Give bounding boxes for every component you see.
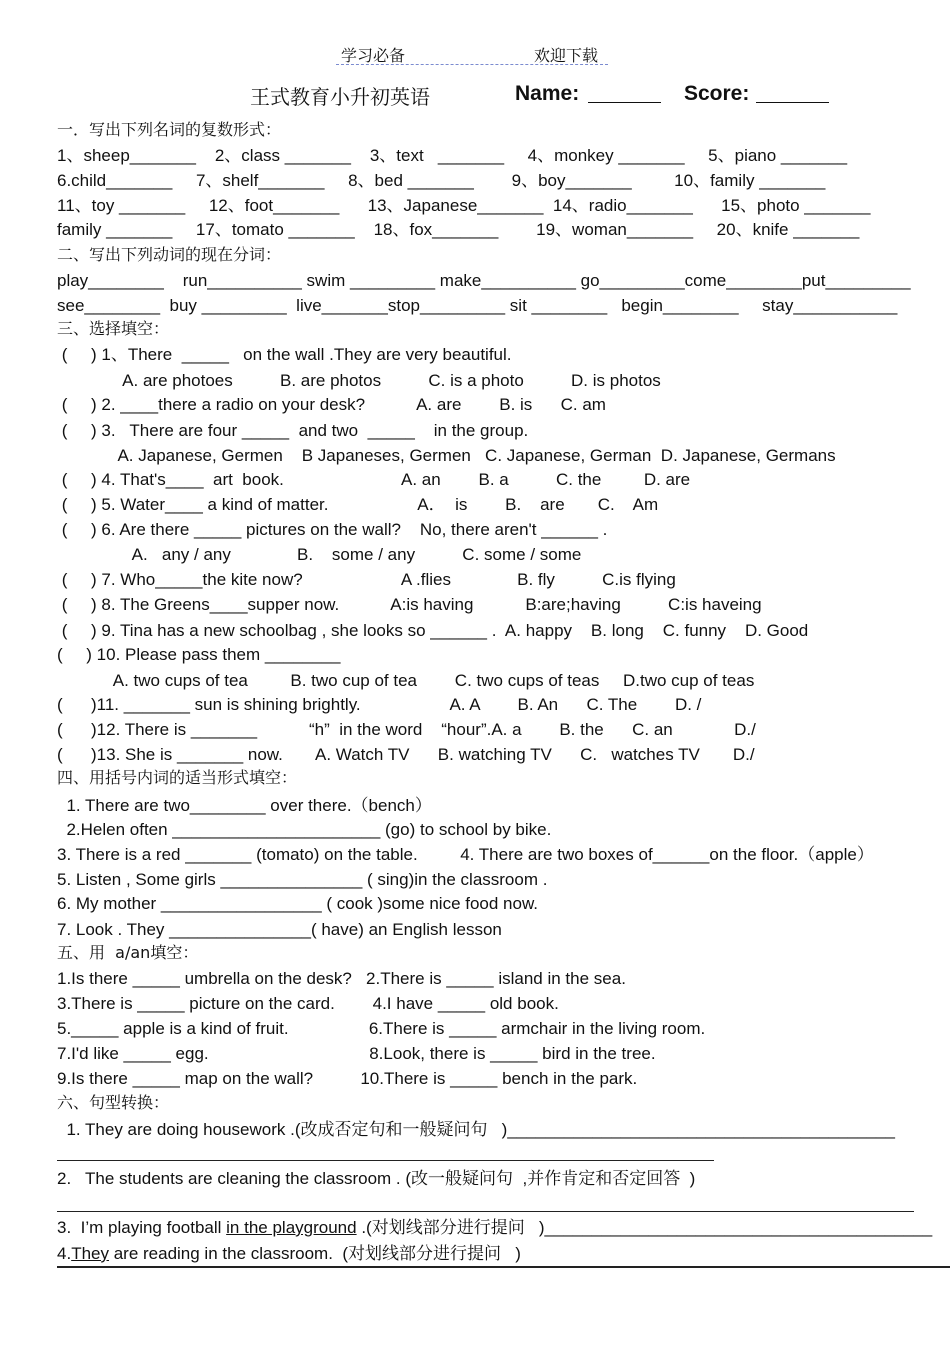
options-line: A. Japanese, Germen B Japaneses, Germen C. Japanese, German D. Japanese, Germans <box>57 446 836 465</box>
question-line: ( ) 10. Please pass them ________ <box>57 645 341 664</box>
exercise-line: 2.Helen often ______________________ (go) to school by bike. <box>57 820 552 839</box>
exercise-line <box>57 1218 932 1238</box>
exercise-line: 1、sheep_______ 2、class _______ 3、text _______ 4、monkey _______ 5、piano _______ <box>57 146 848 165</box>
underlined-word: They <box>71 1244 109 1263</box>
exercise-line: 7. Look . They _______________( have) an English lesson <box>57 920 502 939</box>
exercise-line: 1.Is there _____ umbrella on the desk? 2.There is _____ island in the sea. <box>57 969 626 988</box>
exercise-line: 3.There is _____ picture on the card. 4.I have _____ old book. <box>57 994 559 1013</box>
exercise-line: family _______ 17、tomato _______ 18、fox_______ 19、woman_______ 20、knife _______ <box>57 220 860 239</box>
exercise-line: 5. Listen , Some girls _______________ ( sing)in the classroom . <box>57 870 548 889</box>
answer-line <box>57 1160 714 1161</box>
name-label: Name: <box>515 82 580 105</box>
exercise-line: 7.I'd like _____ egg. 8.Look, there is _____ bird in the tree. <box>57 1044 656 1063</box>
question-line: ( )13. She is _______ now. A. Watch TV B. watching TV C. watches TV D./ <box>57 745 755 764</box>
exercise-line: 2. The students are cleaning the classroom . (改一般疑问句 ,并作肯定和否定回答 ) <box>57 1169 696 1188</box>
section-heading-participle: 二、写出下列动词的现在分词： <box>57 245 282 264</box>
score-label: Score: <box>684 82 750 105</box>
name-blank <box>588 102 661 103</box>
sentence-start: 3. I’m playing football <box>57 1218 227 1237</box>
options-line: A. two cups of tea B. two cup of tea C. two cups of teas D.two cup of teas <box>57 671 755 690</box>
question-line: ( ) 9. Tina has a new schoolbag , she looks so ______ . A. happy B. long C. funny D. Good <box>57 621 809 640</box>
exercise-line: 1. There are two________ over there.（bench） <box>57 796 432 815</box>
options-line: A. are photoes B. are photos C. is a photo D. is photos <box>57 371 661 390</box>
exercise-line <box>57 1244 521 1264</box>
section-heading-plural: 一．写出下列名词的复数形式： <box>57 120 282 139</box>
exercise-line: 3. There is a red _______ (tomato) on the table. 4. There are two boxes of______on the floor.（apple） <box>57 845 874 864</box>
answer-line <box>57 1266 950 1268</box>
exercise-line: 1. They are doing housework .(改成否定句和一般疑问句 )_________________________________________ <box>57 1120 895 1139</box>
sentence-end: are reading in the classroom. (对划线部分进行提问 ) <box>108 1244 521 1263</box>
options-line: A. any / any B. some / any C. some / some <box>57 545 582 564</box>
section-heading-transform: 六、句型转换： <box>57 1093 170 1112</box>
header-right-text: 欢迎下载 <box>534 46 599 65</box>
exercise-line: 6.child_______ 7、shelf_______ 8、bed _______ 9、boy_______ 10、family _______ <box>57 171 826 190</box>
answer-line <box>57 1211 914 1212</box>
header-left-text: 学习必备 <box>341 46 406 65</box>
page-title: 王式教育小升初英语 <box>250 85 430 109</box>
question-line: ( ) 8. The Greens____supper now. A:is having B:are;having C:is haveing <box>57 595 762 614</box>
section-heading-word-form: 四、用括号内词的适当形式填空： <box>57 768 298 787</box>
header-divider <box>336 64 608 65</box>
section-heading-choice: 三、选择填空： <box>57 319 170 338</box>
question-line: ( ) 4. That's____ art book. A. an B. a C. the D. are <box>57 470 691 489</box>
exercise-line: play________ run__________ swim _________ make__________ go_________come________put_________ <box>57 271 911 290</box>
exercise-line: see________ buy _________ live_______stop_________ sit ________ begin________ stay___________ <box>57 296 898 315</box>
exercise-line: 11、toy _______ 12、foot_______ 13、Japanese_______ 14、radio_______ 15、photo _______ <box>57 196 871 215</box>
question-line: ( ) 3. There are four _____ and two _____ in the group. <box>57 421 529 440</box>
question-line: ( ) 2. ____there a radio on your desk? A. are B. is C. am <box>57 395 606 414</box>
section-heading-articles: 五、用 a/an填空： <box>57 943 199 962</box>
question-line: ( ) 5. Water____ a kind of matter. A． is B. are C. Am <box>57 495 659 514</box>
exercise-line: 5._____ apple is a kind of fruit. 6.There is _____ armchair in the living room. <box>57 1019 706 1038</box>
question-line: ( ) 7. Who_____the kite now? A .flies B. fly C.is flying <box>57 570 676 589</box>
item-number: 4. <box>57 1244 72 1263</box>
question-line: ( ) 1、There _____ on the wall .They are very beautiful. <box>57 345 512 364</box>
exercise-line: 9.Is there _____ map on the wall? 10.There is _____ bench in the park. <box>57 1069 638 1088</box>
question-line: ( )12. There is _______ “h” in the word “hour”.A. a B. the C. an D./ <box>57 720 756 739</box>
score-blank <box>756 102 829 103</box>
question-line: ( )11. _______ sun is shining brightly. A. A B. An C. The D. / <box>57 695 702 714</box>
sentence-end: .(对划线部分进行提问 )_________________________________________ <box>356 1218 933 1237</box>
question-line: ( ) 6. Are there _____ pictures on the wall? No, there aren't ______ . <box>57 520 608 539</box>
exercise-line: 6. My mother _________________ ( cook )some nice food now. <box>57 894 539 913</box>
underlined-phrase: in the playground <box>226 1218 357 1237</box>
